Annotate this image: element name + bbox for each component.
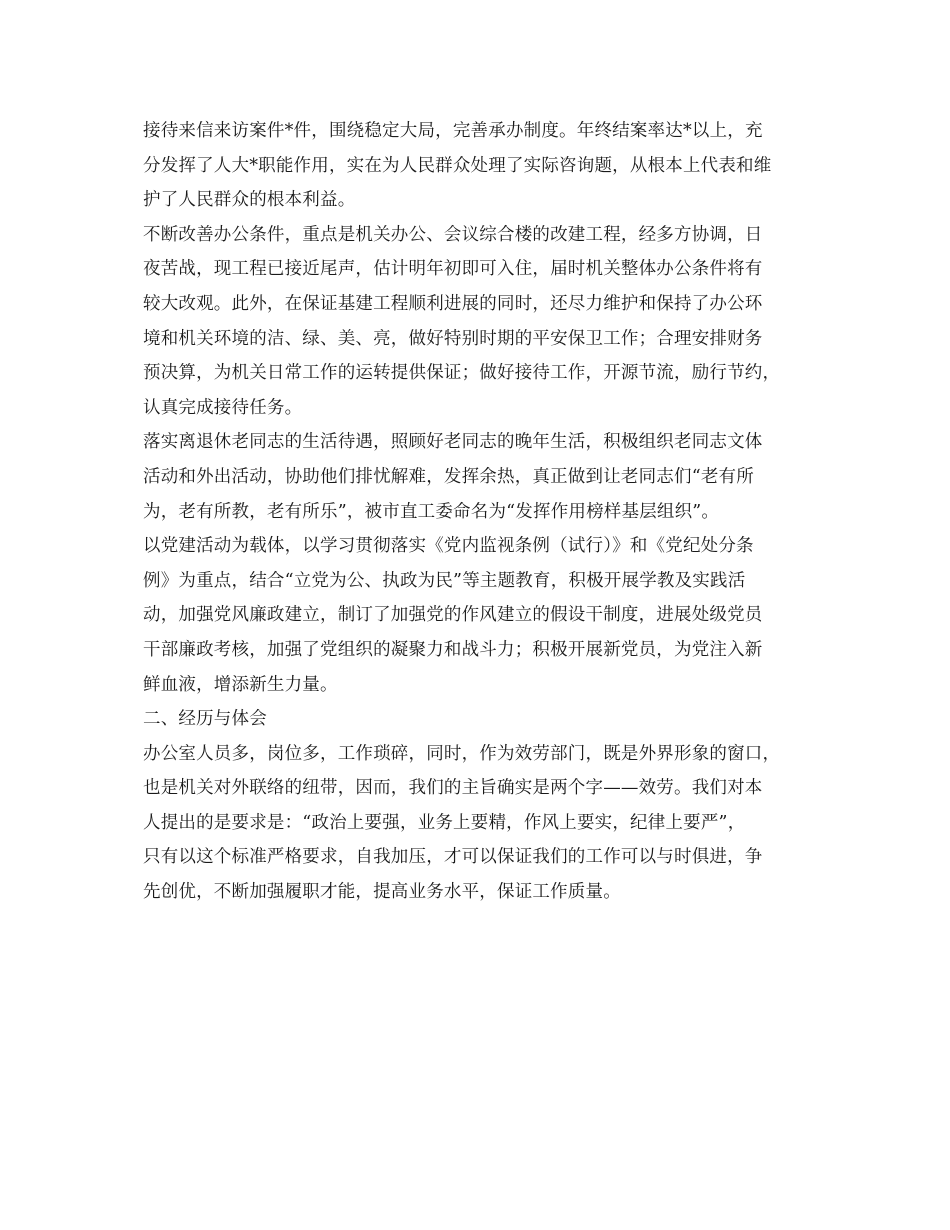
text-line: 认真完成接待任务。	[143, 397, 303, 418]
text-line: 活动和外出活动，协助他们排忧解难，发挥余热，真正做到让老同志们“老有所	[143, 466, 754, 487]
text-line: 夜苦战，现工程已接近尾声，估计明年初即可入住，届时机关整体办公条件将有	[143, 259, 763, 280]
paragraph-office-conditions	[143, 218, 805, 426]
text-line: 人提出的是要求是：“政治上要强，业务上要精，作风上要实，纪律上要严”，	[143, 812, 746, 833]
paragraph-retirees	[143, 425, 805, 529]
text-line: 也是机关对外联络的纽带，因而，我们的主旨确实是两个字——效劳。我们对本	[143, 778, 763, 799]
text-line: 不断改善办公条件，重点是机关办公、会议综合楼的改建工程，经多方协调，日	[143, 224, 763, 245]
paragraph-experience	[143, 737, 805, 910]
text-line: 办公室人员多，岗位多，工作琐碎，同时，作为效劳部门，既是外界形象的窗口，	[143, 743, 781, 764]
text-line: 预决算，为机关日常工作的运转提供保证；做好接待工作，开源节流，励行节约，	[143, 363, 781, 384]
paragraph-party-building	[143, 529, 805, 702]
text-line: 接待来信来访案件*件，围绕稳定大局，完善承办制度。年终结案率达*以上，充	[143, 121, 763, 141]
text-line: 先创优，不断加强履职才能，提高业务水平，保证工作质量。	[143, 882, 621, 903]
document-body	[143, 114, 805, 910]
text-line: 护了人民群众的根本利益。	[143, 190, 356, 211]
text-line: 境和机关环境的洁、绿、美、亮，做好特别时期的平安保卫工作；合理安排财务	[143, 328, 763, 349]
text-line: 动，加强党风廉政建立，制订了加强党的作风建立的假设干制度，进展处级党员	[143, 605, 763, 626]
text-line: 较大改观。此外，在保证基建工程顺利进展的同时，还尽力维护和保持了办公环	[143, 293, 763, 314]
text-line: 只有以这个标准严格要求，自我加压，才可以保证我们的工作可以与时俱进，争	[143, 847, 763, 868]
text-line: 为，老有所教，老有所乐”，被市直工委命名为“发挥作用榜样基层组织”。	[143, 501, 720, 522]
heading-text: 二、经历与体会	[143, 709, 267, 730]
text-line: 例》为重点，结合“立党为公、执政为民”等主题教育，积极开展学教及实践活	[143, 570, 746, 591]
section-heading	[143, 702, 805, 737]
paragraph-petitions	[143, 114, 805, 218]
text-line: 分发挥了人大*职能作用，实在为人民群众处理了实际咨询题，从根本上代表和维	[143, 155, 772, 176]
text-line: 干部廉政考核，加强了党组织的凝聚力和战斗力；积极开展新党员，为党注入新	[143, 639, 763, 660]
text-line: 以党建活动为载体，以学习贯彻落实《党内监视条例（试行）》和《党纪处分条	[143, 536, 754, 557]
text-line: 落实离退休老同志的生活待遇，照顾好老同志的晚年生活，积极组织老同志文体	[143, 432, 763, 453]
text-line: 鲜血液，增添新生力量。	[143, 674, 338, 695]
